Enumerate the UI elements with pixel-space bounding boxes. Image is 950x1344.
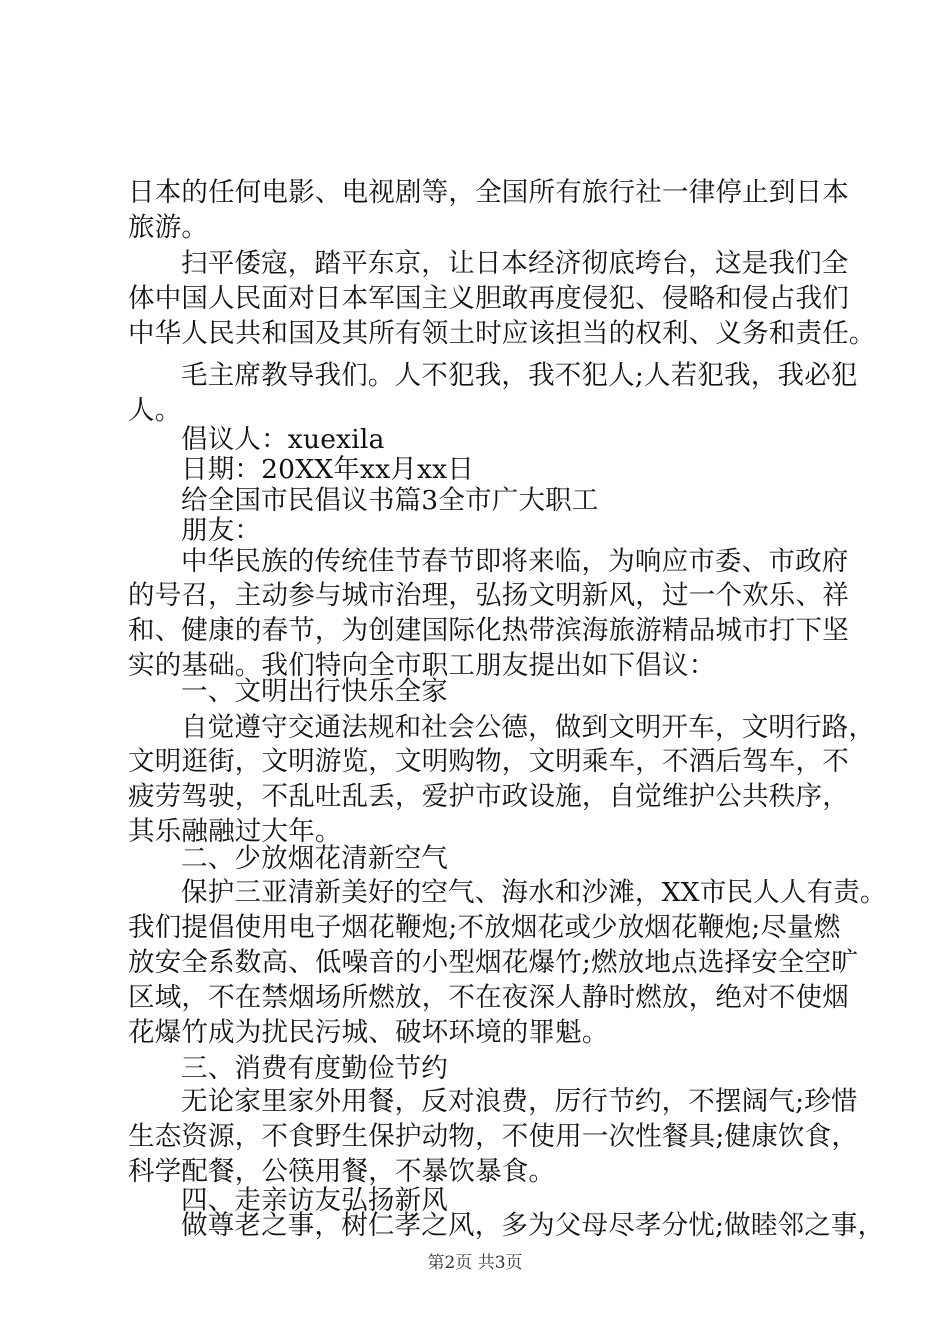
text-line: 扫平倭寇，踏平东京，让日本经济彻底垮台，这是我们全 — [181, 248, 849, 279]
text-line: 生态资源，不食野生保护动物，不使用一次性餐具;健康饮食， — [128, 1121, 859, 1152]
text-line: 日期：20XX年xx月xx日 — [181, 454, 475, 485]
text-line: 的号召，主动参与城市治理，弘扬文明新风，过一个欢乐、祥 — [128, 580, 849, 611]
text-line: 我们提倡使用电子烟花鞭炮;不放烟花或少放烟花鞭炮;尽量燃 — [128, 912, 841, 943]
text-line: 区域，不在禁烟场所燃放，不在夜深人静时燃放，绝对不使烟 — [128, 982, 849, 1013]
text-line: 和、健康的春节，为创建国际化热带滨海旅游精品城市打下坚 — [128, 615, 849, 646]
text-line: 其乐融融过大年。 — [128, 816, 342, 847]
text-line: 毛主席教导我们。人不犯我，我不犯人;人若犯我，我必犯 — [181, 360, 858, 391]
page-number-footer: 第2页 共3页 — [427, 1253, 523, 1273]
text-line: 无论家里家外用餐，反对浪费，厉行节约，不摆阔气;珍惜 — [181, 1086, 858, 1117]
text-line: 科学配餐，公筷用餐，不暴饮暴食。 — [128, 1156, 556, 1187]
text-line: 实的基础。我们特向全市职工朋友提出如下倡议： — [128, 650, 716, 681]
text-line: 朋友： — [181, 515, 262, 546]
text-line: 自觉遵守交通法规和社会公德，做到文明开车，文明行路， — [181, 712, 876, 743]
text-line: 文明逛街，文明游览，文明购物，文明乘车，不酒后驾车，不 — [128, 746, 849, 777]
text-line: 旅游。 — [128, 212, 209, 243]
text-line: 三、消费有度勤俭节约 — [181, 1053, 448, 1084]
text-line: 放安全系数高、低噪音的小型烟花爆竹;燃放地点选择安全空旷 — [128, 947, 859, 978]
text-line: 四、走亲访友弘扬新风 — [181, 1185, 448, 1216]
text-line: 二、少放烟花清新空气 — [181, 843, 448, 874]
text-line: 中华人民共和国及其所有领土时应该担当的权利、义务和责任。 — [128, 318, 876, 349]
text-line: 体中国人民面对日本军国主义胆敢再度侵犯、侵略和侵占我们 — [128, 283, 849, 314]
text-line: 倡议人：xuexila — [181, 424, 385, 455]
text-line: 做尊老之事，树仁孝之风，多为父母尽孝分忧;做睦邻之事， — [181, 1210, 885, 1241]
text-line: 花爆竹成为扰民污城、破坏环境的罪魁。 — [128, 1017, 609, 1048]
text-line: 日本的任何电影、电视剧等，全国所有旅行社一律停止到日本 — [128, 177, 849, 208]
text-line: 保护三亚清新美好的空气、海水和沙滩，XX市民人人有责。 — [181, 877, 887, 908]
text-line: 给全国市民倡议书篇3全市广大职工 — [181, 485, 599, 516]
text-line: 中华民族的传统佳节春节即将来临，为响应市委、市政府 — [181, 546, 849, 577]
text-line: 一、文明出行快乐全家 — [181, 676, 448, 707]
text-line: 疲劳驾驶，不乱吐乱丢，爱护市政设施，自觉维护公共秩序， — [128, 781, 849, 812]
text-line: 人。 — [128, 395, 182, 426]
